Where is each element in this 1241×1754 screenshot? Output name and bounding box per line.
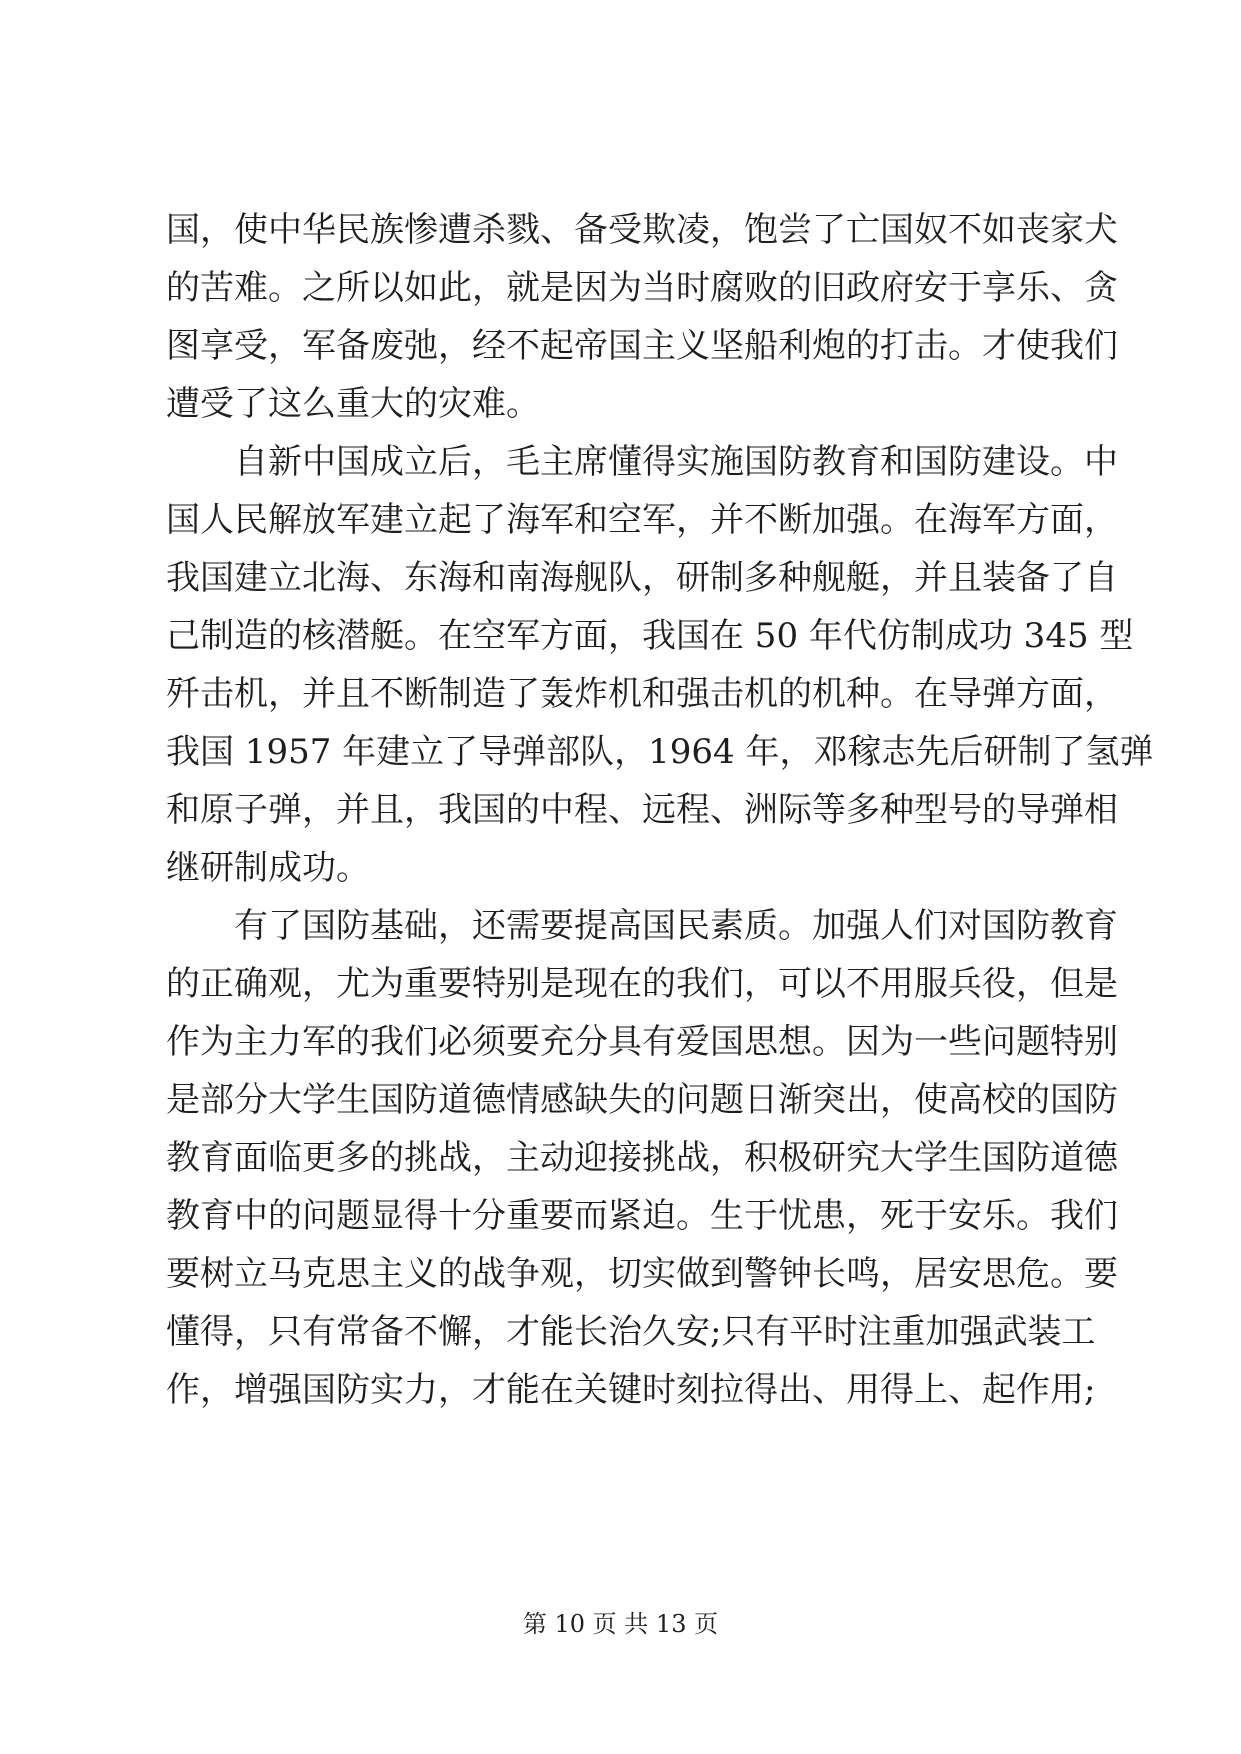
paragraph-line: 己制造的核潜艇。在空军方面，我国在 50 年代仿制成功 345 型 — [166, 616, 1134, 656]
paragraph-line: 懂得，只有常备不懈，才能长治久安;只有平时注重加强武装工 — [166, 1312, 1096, 1352]
paragraph-line: 自新中国成立后，毛主席懂得实施国防教育和国防建设。中 — [234, 442, 1118, 482]
paragraph-line: 的苦难。之所以如此，就是因为当时腐败的旧政府安于享乐、贪 — [166, 268, 1118, 308]
paragraph-line: 是部分大学生国防道德情感缺失的问题日渐突出，使高校的国防 — [166, 1080, 1118, 1120]
paragraph-line: 教育中的问题显得十分重要而紧迫。生于忧患，死于安乐。我们 — [166, 1196, 1118, 1236]
paragraph-line: 要树立马克思主义的战争观，切实做到警钟长鸣，居安思危。要 — [166, 1254, 1118, 1294]
paragraph-line: 国人民解放军建立起了海军和空军，并不断加强。在海军方面， — [166, 500, 1118, 540]
paragraph-line: 遭受了这么重大的灾难。 — [166, 384, 540, 424]
paragraph-line: 歼击机，并且不断制造了轰炸机和强击机的机种。在导弹方面， — [166, 674, 1118, 714]
paragraph-line: 作，增强国防实力，才能在关键时刻拉得出、用得上、起作用; — [166, 1370, 1096, 1410]
paragraph-line: 有了国防基础，还需要提高国民素质。加强人们对国防教育 — [234, 906, 1118, 946]
paragraph-line: 我国 1957 年建立了导弹部队，1964 年，邓稼志先后研制了氢弹 — [166, 732, 1154, 772]
paragraph-line: 图享受，军备废弛，经不起帝国主义坚船利炮的打击。才使我们 — [166, 326, 1118, 366]
paragraph-line: 教育面临更多的挑战，主动迎接挑战，积极研究大学生国防道德 — [166, 1138, 1118, 1178]
paragraph-line: 作为主力军的我们必须要充分具有爱国思想。因为一些问题特别 — [166, 1022, 1118, 1062]
paragraph-line: 我国建立北海、东海和南海舰队，研制多种舰艇，并且装备了自 — [166, 558, 1118, 598]
paragraph-line: 的正确观，尤为重要特别是现在的我们，可以不用服兵役，但是 — [166, 964, 1118, 1004]
paragraph-line: 继研制成功。 — [166, 848, 370, 888]
paragraph-line: 和原子弹，并且，我国的中程、远程、洲际等多种型号的导弹相 — [166, 790, 1118, 830]
page-number-footer: 第 10 页 共 13 页 — [522, 1610, 719, 1638]
paragraph-line: 国，使中华民族惨遭杀戮、备受欺凌，饱尝了亡国奴不如丧家犬 — [166, 210, 1118, 250]
